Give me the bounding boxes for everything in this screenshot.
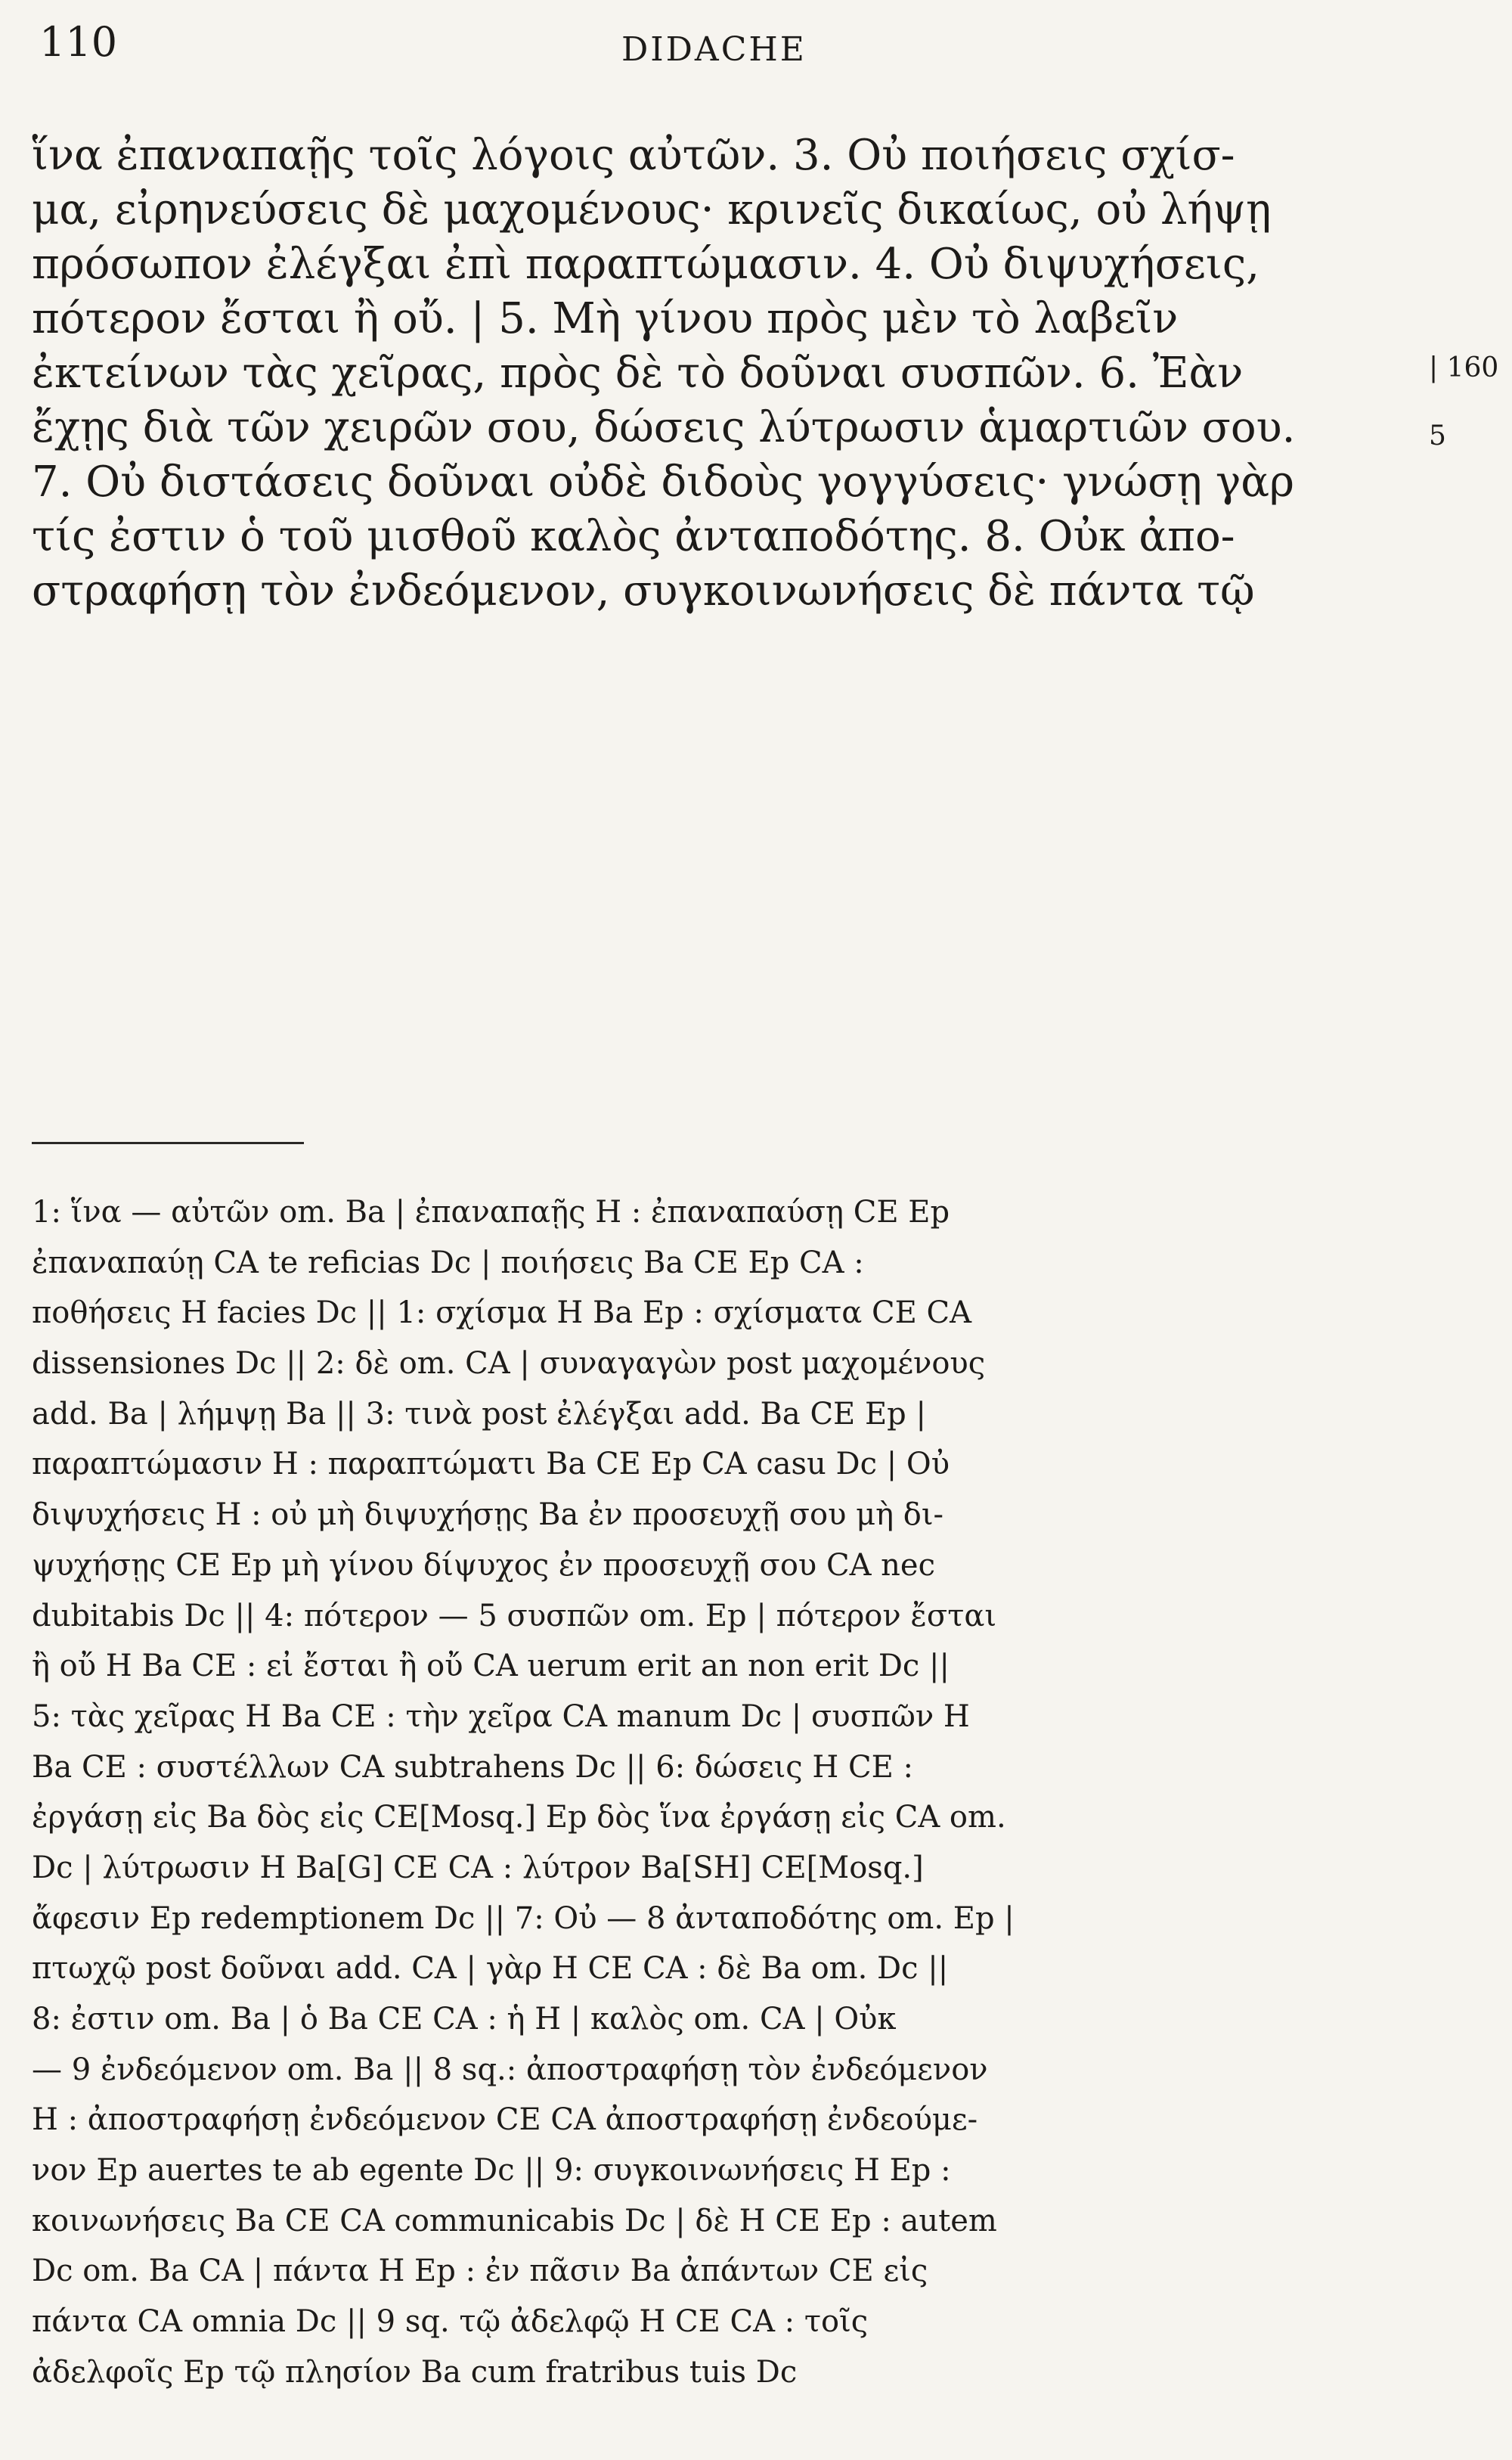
apparatus-line: 1: ἵνα — αὐτῶν om. Ba | ἐπαναπαῇς H : ἐπαναπαύσῃ CE Ep bbox=[32, 1195, 950, 1230]
text-line: πότερον ἔσται ἢ οὔ. | 5. Μὴ γίνου πρὸς μὲν τὸ λαβεῖν bbox=[32, 294, 1179, 343]
apparatus-line: 5: τὰς χεῖρας H Ba CE : τὴν χεῖρα CA manum Dc | συσπῶν H bbox=[32, 1698, 970, 1734]
running-head: DIDACHE bbox=[621, 30, 807, 69]
apparatus-line: νον Ep auertes te ab egente Dc || 9: συγκοινωνήσεις H Ep : bbox=[32, 2153, 951, 2189]
apparatus-line: διψυχήσεις H : οὐ μὴ διψυχήσῃς Ba ἐν προσευχῇ σου μὴ δι- bbox=[32, 1497, 944, 1533]
apparatus-line: Dc | λύτρωσιν H Ba[G] CE CA : λύτρον Ba[SH] CE[Mosq.] bbox=[32, 1850, 924, 1885]
margin-line-number: | 160 bbox=[1429, 352, 1499, 383]
apparatus-line: πάντα CA omnia Dc || 9 sq. τῷ ἀδελφῷ H CE CA : τοῖς bbox=[32, 2304, 869, 2340]
text-line: ἵνα ἐπαναπαῇς τοῖς λόγοις αὐτῶν. 3. Οὐ ποιήσεις σχίσ- bbox=[32, 131, 1235, 180]
text-line: πρόσωπον ἐλέγξαι ἐπὶ παραπτώμασιν. 4. Οὐ διψυχήσεις, bbox=[32, 240, 1260, 289]
text-line: τίς ἐστιν ὁ τοῦ μισθοῦ καλὸς ἀνταποδότης. 8. Οὐκ ἀπο- bbox=[32, 512, 1235, 561]
text-line: ἐκτείνων τὰς χεῖρας, πρὸς δὲ τὸ δοῦναι συσπῶν. 6. Ἐὰν bbox=[32, 349, 1244, 398]
apparatus-line: Ba CE : συστέλλων CA subtrahens Dc || 6: δώσεις H CE : bbox=[32, 1749, 913, 1785]
text-line: ἔχῃς διὰ τῶν χειρῶν σου, δώσεις λύτρωσιν ἁμαρτιῶν σου. bbox=[32, 403, 1296, 452]
margin-line-number: 5 bbox=[1429, 420, 1446, 451]
apparatus-line: add. Ba | λήμψῃ Ba || 3: τινὰ post ἐλέγξαι add. Ba CE Ep | bbox=[32, 1396, 926, 1432]
apparatus-line: ἄφεσιν Ep redemptionem Dc || 7: Οὐ — 8 ἀνταποδότης om. Ep | bbox=[32, 1900, 1015, 1936]
apparatus-line: ἐπαναπαύῃ CA te reficias Dc | ποιήσεις Ba CE Ep CA : bbox=[32, 1245, 864, 1280]
apparatus-line: κοινωνήσεις Ba CE CA communicabis Dc | δὲ H CE Ep : autem bbox=[32, 2203, 997, 2238]
text-line: 7. Οὐ διστάσεις δοῦναι οὐδὲ διδοὺς γογγύσεις· γνώσῃ γὰρ bbox=[32, 458, 1295, 507]
apparatus-line: παραπτώμασιν H : παραπτώματι Ba CE Ep CA casu Dc | Οὐ bbox=[32, 1447, 950, 1482]
apparatus-line: ἢ οὔ H Ba CE : εἰ ἔσται ἢ οὔ CA uerum erit an non erit Dc || bbox=[32, 1649, 950, 1684]
apparatus-line: H : ἀποστραφήσῃ ἐνδεόμενον CE CA ἀποστραφήσῃ ἐνδεούμε- bbox=[32, 2102, 978, 2138]
apparatus-line: dissensiones Dc || 2: δὲ om. CA | συναγαγὼν post μαχομένους bbox=[32, 1346, 986, 1382]
apparatus-line: ἐργάσῃ εἰς Ba δὸς εἰς CE[Mosq.] Ep δὸς ἵνα ἐργάσῃ εἰς CA om. bbox=[32, 1800, 1006, 1835]
apparatus-rule bbox=[32, 1142, 304, 1144]
apparatus-line: ποθήσεις H facies Dc || 1: σχίσμα H Ba Ep : σχίσματα CE CA bbox=[32, 1295, 972, 1331]
apparatus-line: ψυχήσῃς CE Ep μὴ γίνου δίψυχος ἐν προσευχῇ σου CA nec bbox=[32, 1547, 935, 1583]
critical-apparatus bbox=[32, 1187, 1408, 2398]
apparatus-line: Dc om. Ba CA | πάντα H Ep : ἐν πᾶσιν Ba ἀπάντων CE εἰς bbox=[32, 2254, 928, 2289]
apparatus-line: 8: ἐστιν om. Ba | ὁ Ba CE CA : ἡ H | καλὸς om. CA | Οὐκ bbox=[32, 2002, 897, 2037]
text-line: μα, εἰρηνεύσεις δὲ μαχομένους· κρινεῖς δικαίως, οὐ λήψῃ bbox=[32, 185, 1272, 234]
text-line: στραφήσῃ τὸν ἐνδεόμενον, συγκοινωνήσεις δὲ πάντα τῷ bbox=[32, 566, 1255, 616]
apparatus-line: dubitabis Dc || 4: πότερον — 5 συσπῶν om. Ep | πότερον ἔσται bbox=[32, 1598, 997, 1633]
page-number: 110 bbox=[39, 18, 118, 66]
apparatus-line: πτωχῷ post δοῦναι add. CA | γὰρ H CE CA : δὲ Ba om. Dc || bbox=[32, 1951, 949, 1987]
apparatus-line: — 9 ἐνδεόμενον om. Ba || 8 sq.: ἀποστραφήσῃ τὸν ἐνδεόμενον bbox=[32, 2052, 988, 2087]
main-text bbox=[32, 129, 1408, 619]
apparatus-line: ἀδελφοῖς Ep τῷ πλησίον Ba cum fratribus tuis Dc bbox=[32, 2354, 798, 2390]
